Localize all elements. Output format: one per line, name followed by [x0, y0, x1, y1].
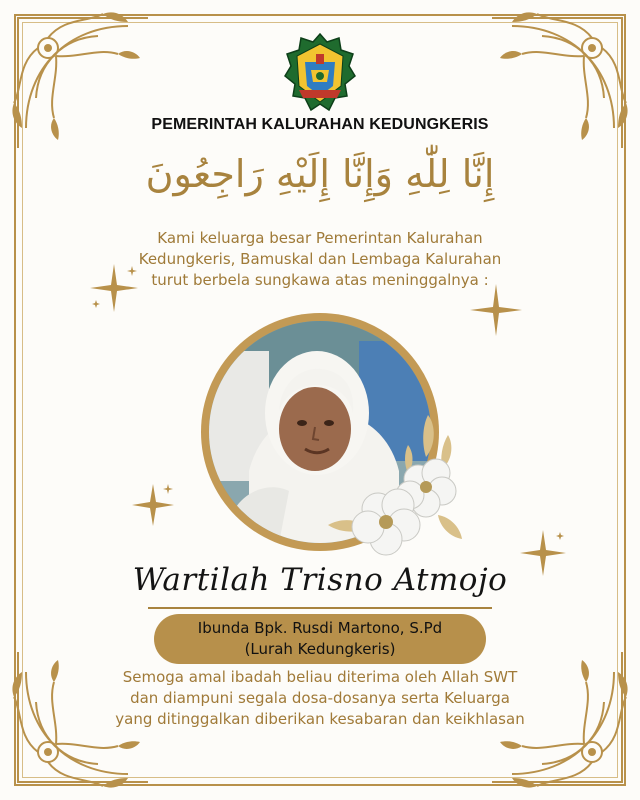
- condolence-line: Kami keluarga besar Pemerintan Kalurahan: [157, 229, 483, 247]
- relation-badge: [154, 614, 486, 664]
- prayer-message: [70, 667, 570, 730]
- condolence-line: Kedungkeris, Bamuskal dan Lembaga Kalurahan: [138, 250, 502, 268]
- sparkle-icon: [468, 282, 524, 338]
- prayer-line: yang ditinggalkan diberikan kesabaran dan keikhlasan: [115, 710, 525, 728]
- white-flower-bouquet-icon: [318, 405, 478, 565]
- prayer-line: dan diampuni segala dosa-dosanya serta Keluarga: [130, 689, 510, 707]
- relation-line: Ibunda Bpk. Rusdi Martono, S.Pd: [197, 619, 443, 637]
- name-underline: [148, 607, 492, 609]
- sparkle-icon: [88, 262, 140, 314]
- ornament-corner-icon: [8, 8, 158, 158]
- sparkle-icon: [130, 482, 176, 528]
- kedungkeris-crest-icon: [283, 32, 357, 114]
- prayer-line: Semoga amal ibadah beliau diterima oleh Allah SWT: [122, 668, 518, 686]
- ornament-corner-icon: [482, 8, 632, 158]
- relation-line: (Lurah Kedungkeris): [244, 640, 396, 658]
- condolence-line: turut berbela sungkawa atas meninggalnya :: [151, 271, 489, 289]
- deceased-name: Wartilah Trisno Atmojo: [132, 562, 508, 598]
- arabic-istirja-phrase: إِنَّا لِلّٰهِ وَإِنَّا إِلَيْهِ رَاجِعُونَ: [145, 152, 495, 196]
- government-title: PEMERINTAH KALURAHAN KEDUNGKERIS: [151, 116, 489, 133]
